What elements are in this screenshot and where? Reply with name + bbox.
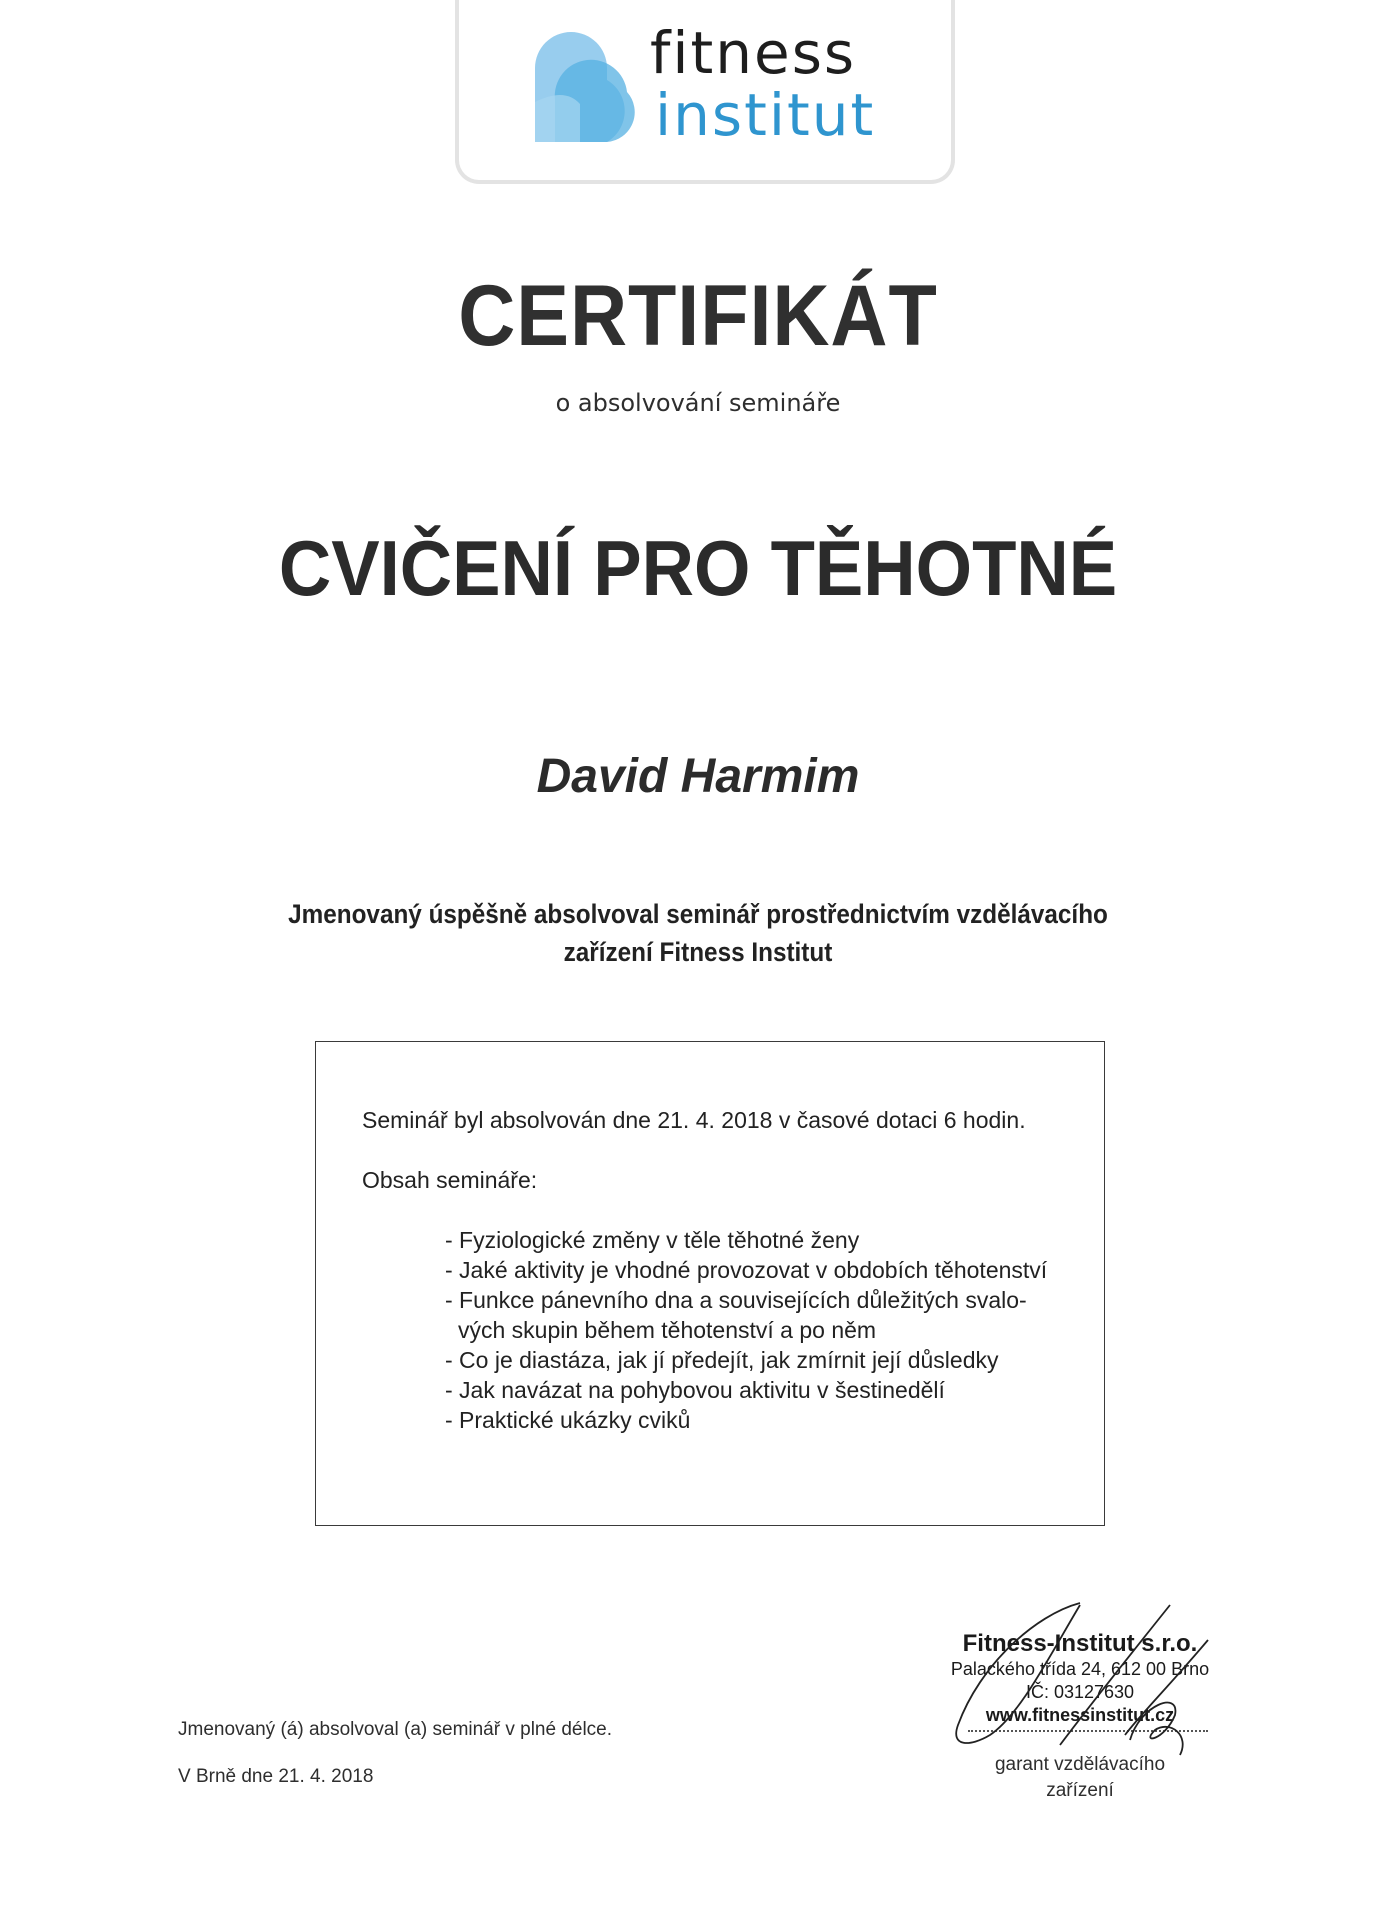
recipient-name: David Harmim <box>536 750 860 803</box>
seminar-content-list <box>445 1225 1047 1435</box>
logo-text-institut: institut <box>655 81 876 149</box>
course-name: CVIČENÍ PRO TĚHOTNÉ <box>278 524 1118 612</box>
list-item: - Jak navázat na pohybovou aktivitu v šestinedělí <box>445 1377 945 1403</box>
statement-line-1: Jmenovaný úspěšně absolvoval seminář prostřednictvím vzdělávacího <box>288 899 1108 929</box>
company-stamp <box>930 1630 1230 1727</box>
stamp-company: Fitness-Institut s.r.o. <box>962 1630 1198 1657</box>
heart-logo-icon <box>535 32 643 142</box>
statement-line-2: zařízení Fitness Institut <box>563 937 833 967</box>
list-item: - Praktické ukázky cviků <box>445 1407 691 1433</box>
list-item: - Co je diastáza, jak jí předejít, jak zmírnit její důsledky <box>445 1347 999 1373</box>
guarantor-line-2: zařízení <box>1046 1780 1114 1801</box>
guarantor-label <box>930 1752 1230 1804</box>
certificate-title: CERTIFIKÁT <box>458 268 938 364</box>
content-heading: Obsah semináře: <box>362 1167 538 1193</box>
stamp-ico: IČ: 03127630 <box>1025 1682 1135 1702</box>
full-length-note: Jmenovaný (á) absolvoval (a) seminář v plné délce. <box>178 1719 613 1740</box>
completion-info: Seminář byl absolvován dne 21. 4. 2018 v časové dotaci 6 hodin. <box>362 1107 1026 1133</box>
stamp-address: Palackého třída 24, 612 00 Brno <box>950 1659 1210 1679</box>
list-item: - Funkce pánevního dna a souvisejících důležitých svalo- <box>445 1287 1027 1313</box>
certificate-subtitle: o absolvování semináře <box>555 389 841 417</box>
completion-statement <box>70 895 1326 971</box>
guarantor-line-1: garant vzdělávacího <box>994 1754 1166 1775</box>
stamp-web: www.fitnessinstitut.cz <box>985 1705 1175 1725</box>
list-item-continuation: vých skupin během těhotenství a po něm <box>458 1317 877 1343</box>
list-item: - Jaké aktivity je vhodné provozovat v obdobích těhotenství <box>445 1257 1048 1283</box>
place-date: V Brně dne 21. 4. 2018 <box>178 1766 374 1787</box>
logo-text-fitness: fitness <box>650 19 857 87</box>
signature-line <box>968 1730 1208 1732</box>
list-item: - Fyziologické změny v těle těhotné ženy <box>445 1227 860 1253</box>
